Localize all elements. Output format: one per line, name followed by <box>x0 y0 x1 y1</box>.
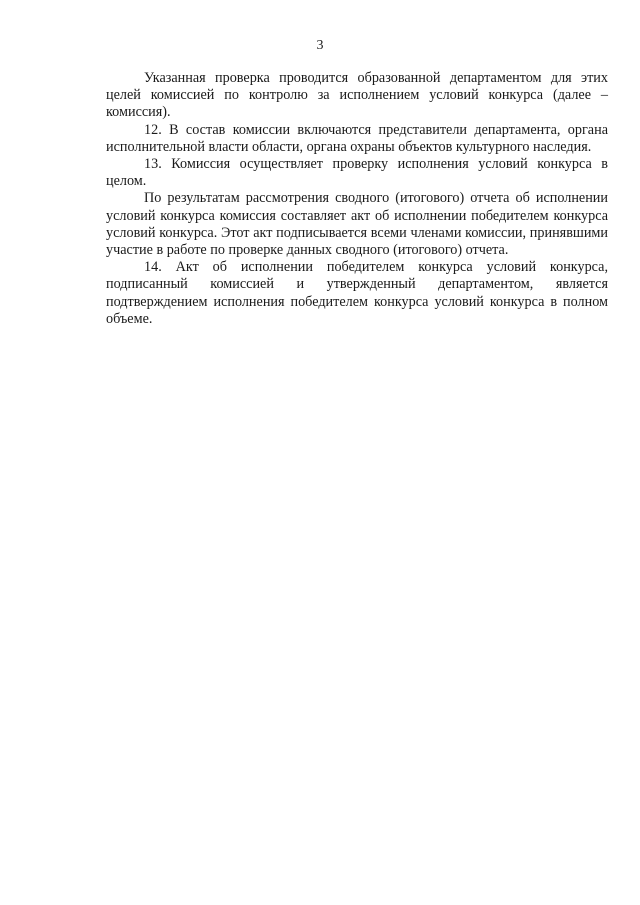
paragraph-13-commission-check: 13. Комиссия осуществляет проверку исполнения условий конкурса в целом. <box>106 156 608 190</box>
document-body <box>106 70 608 328</box>
page-number: 3 <box>316 38 324 53</box>
paragraph-12-commission-members: 12. В состав комиссии включаются представители департамента, органа исполнительной власти области, органа охраны объектов культурного наследия. <box>106 121 608 155</box>
paragraph-inspection-commission: Указанная проверка проводится образованной департаментом для этих целей комиссией по контролю за исполнением условий конкурса (далее – комиссия). <box>106 70 608 121</box>
paragraph-14-act-confirmation: 14. Акт об исполнении победителем конкурса условий конкурса, подписанный комиссией и утвержденный департаментом, является подтверждением исполнения победителем конкурса условий конкурса в полном объеме. <box>106 259 608 327</box>
paragraph-report-act: По результатам рассмотрения сводного (итогового) отчета об исполнении условий конкурса комиссия составляет акт об исполнении победителем конкурса условий конкурса. Этот акт подписывается всеми членами комиссии, принявшими участие в работе по проверке данных сводного (итогового) отчета. <box>106 190 608 259</box>
